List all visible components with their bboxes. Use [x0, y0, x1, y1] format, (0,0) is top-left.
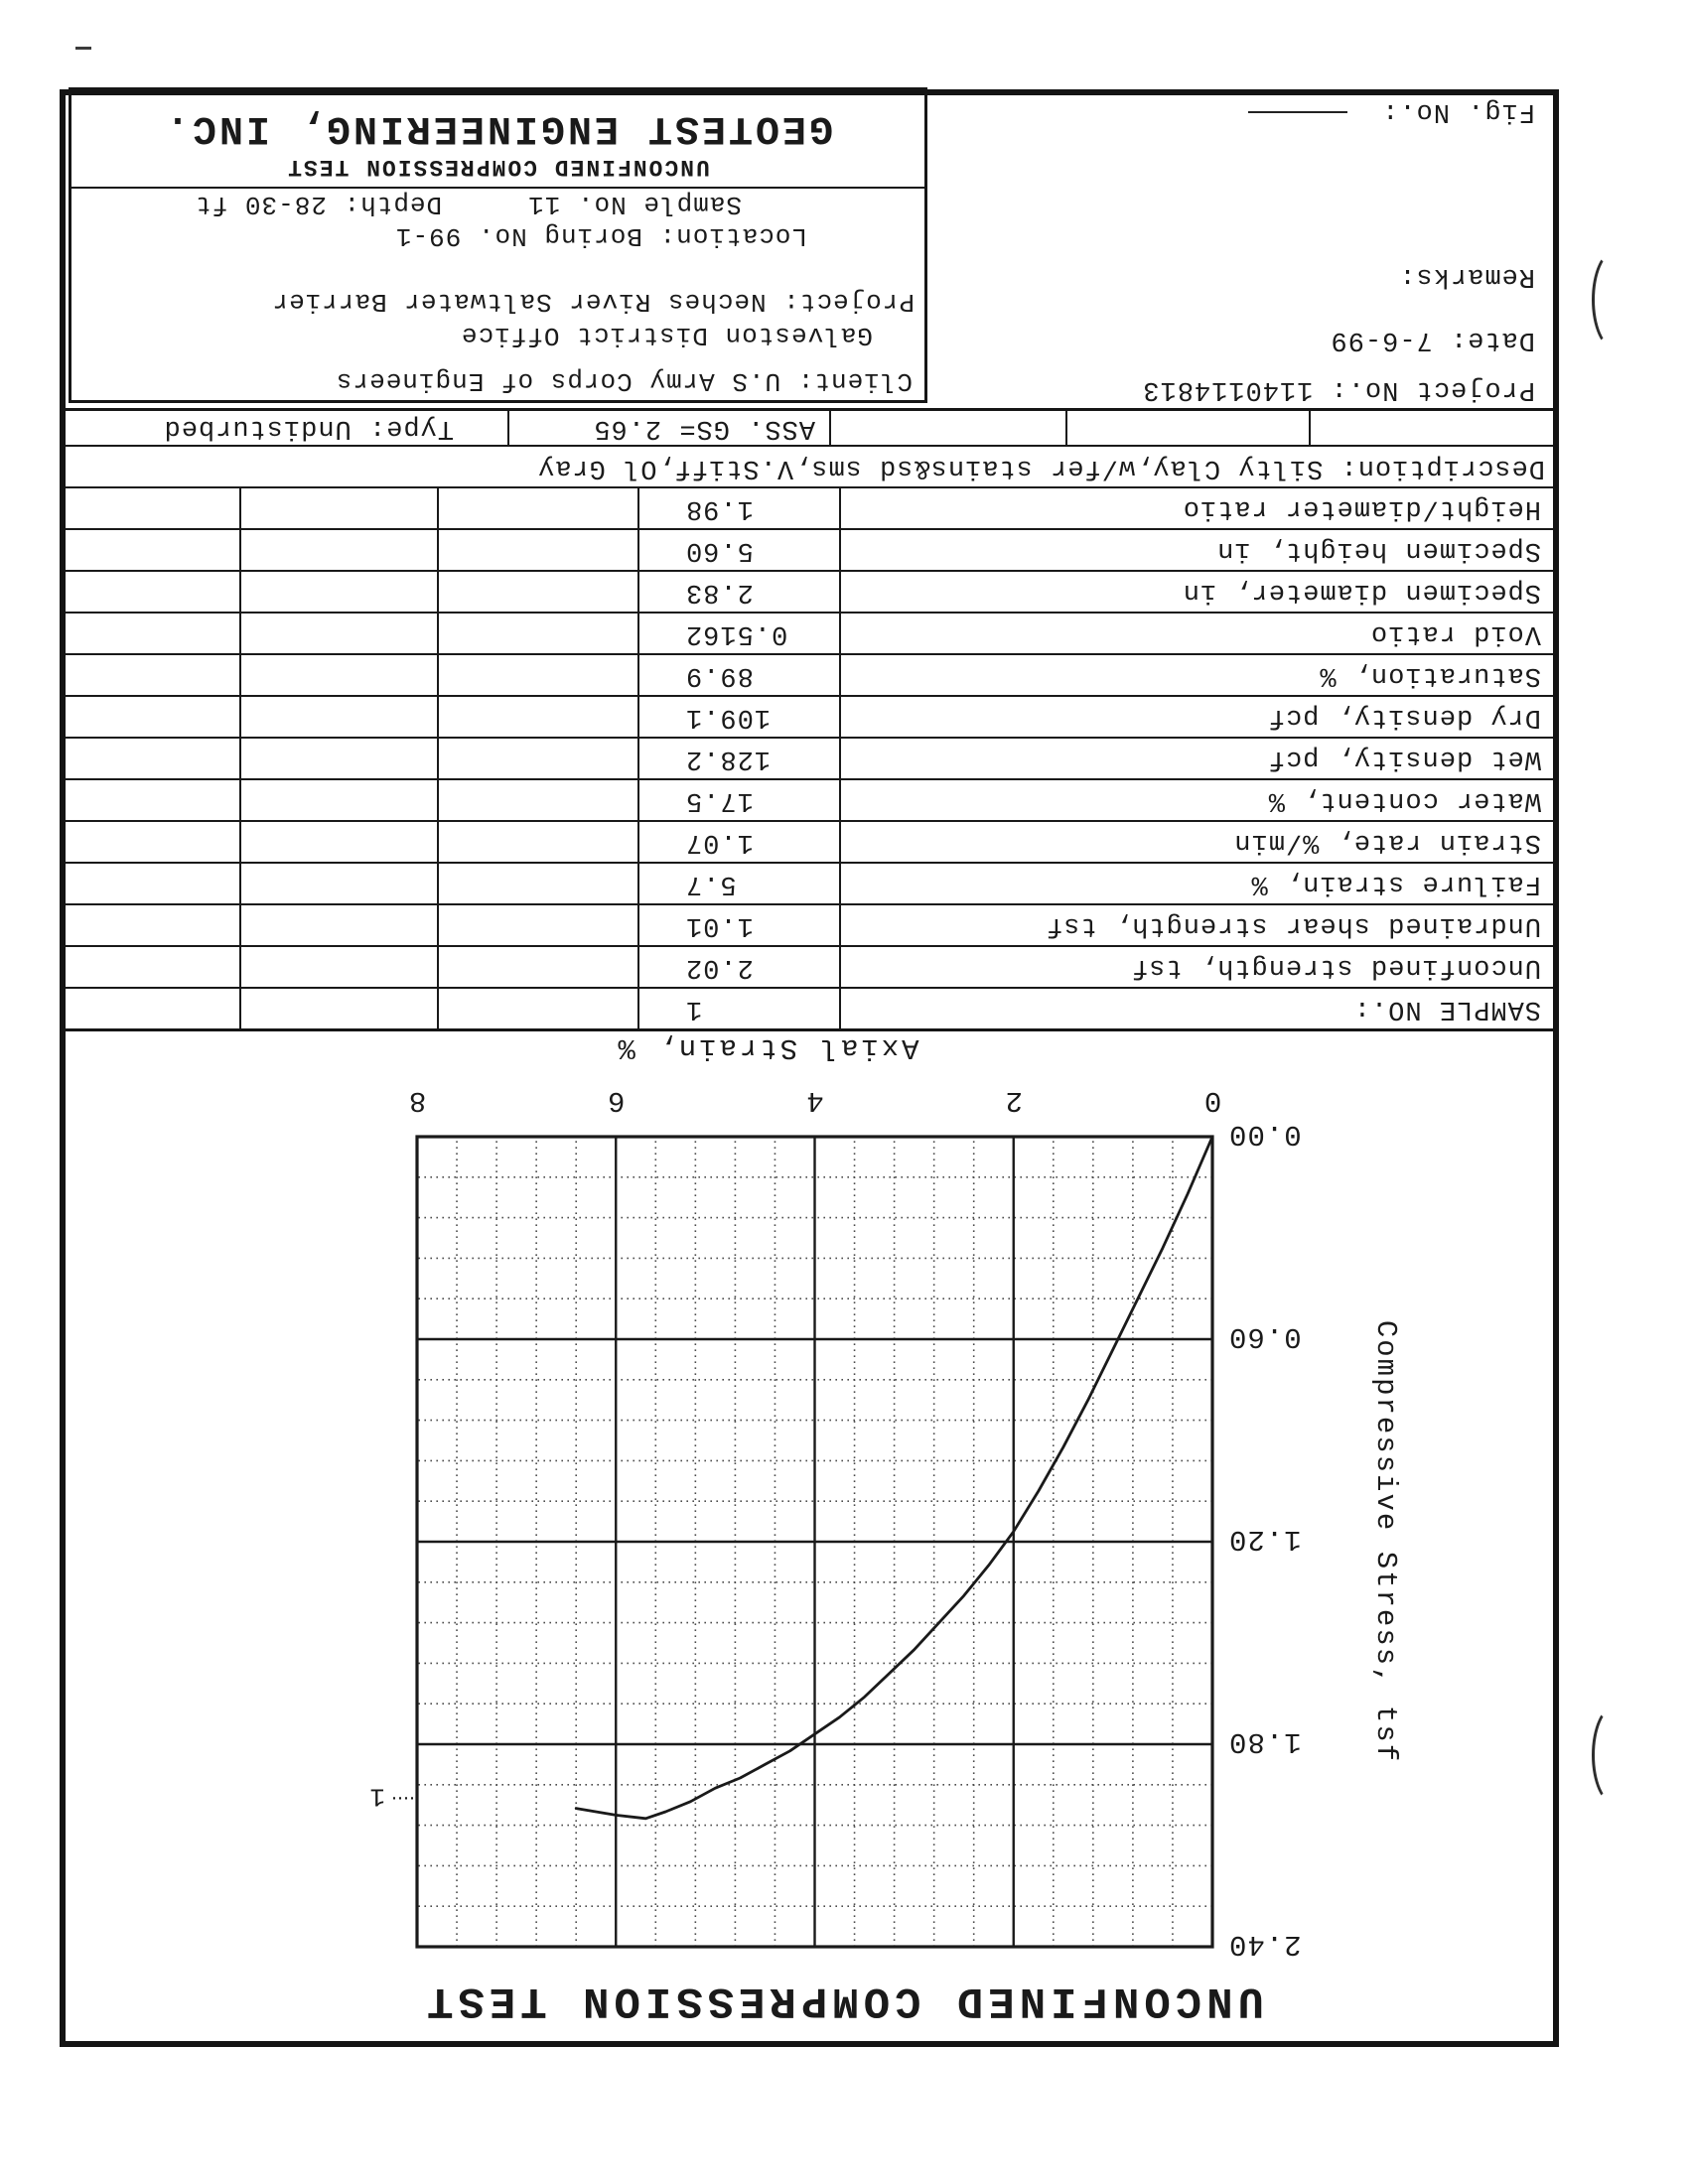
table-row: [66, 778, 1553, 820]
table-row: [66, 570, 1553, 612]
table-row: [66, 486, 1553, 528]
row-value: 5.7: [639, 864, 841, 903]
row-label: Specimen height, in: [1216, 535, 1541, 565]
row-value: 2.83: [639, 572, 841, 612]
location-line: Location: Boring No. 99-1: [394, 221, 807, 251]
report-title: UNCONFINED COMPRESSION TEST: [422, 1976, 1264, 2025]
empty-cell: [439, 572, 639, 612]
project-line: Project: Neches River Saltwater Barrier: [271, 287, 915, 317]
row-label: Height/diameter ratio: [1182, 493, 1541, 523]
empty-cell: [66, 947, 241, 987]
empty-cell: [66, 864, 241, 903]
empty-cell: [241, 739, 439, 778]
svg-text:0.00: 0.00: [1228, 1118, 1302, 1151]
test-title: UNCONFINED COMPRESSION TEST: [286, 154, 710, 180]
svg-text:8: 8: [407, 1084, 427, 1117]
row-value: 5.60: [639, 530, 841, 570]
table-row: [66, 862, 1553, 903]
row-label: Wet density, pcf: [1267, 744, 1541, 773]
assumed-gs-value: ASS. GS= 2.65: [509, 411, 831, 445]
empty-cell: [439, 864, 639, 903]
empty-cell: [66, 822, 241, 862]
company-name: GEOTEST ENGINEERING, INC.: [162, 105, 834, 150]
row-label: Dry density, pcf: [1267, 702, 1541, 732]
empty-cell: [1067, 411, 1311, 445]
client-line: Client: U.S Army Corps of Engineers: [335, 366, 913, 396]
empty-cell: [241, 989, 439, 1028]
empty-cell: [241, 864, 439, 903]
empty-cell: [241, 905, 439, 945]
row-label: Unconfined strength, tsf: [1131, 952, 1541, 982]
empty-cell: [439, 488, 639, 528]
punch-hole-mark: [1592, 250, 1637, 349]
empty-cell: [439, 947, 639, 987]
table-row: [66, 528, 1553, 570]
svg-text:1.20: 1.20: [1228, 1523, 1302, 1556]
empty-cell: [66, 780, 241, 820]
remarks-line: Remarks:: [1398, 261, 1535, 291]
row-label: Strain rate, %/min: [1233, 827, 1541, 857]
fig-no-blank-line: [1248, 111, 1347, 113]
row-label: Specimen diameter, in: [1182, 577, 1541, 607]
empty-cell: [241, 822, 439, 862]
row-value: 109.1: [639, 697, 841, 737]
empty-cell: [439, 530, 639, 570]
empty-cell: [241, 697, 439, 737]
row-label: Undrained shear strength, tsf: [1046, 910, 1541, 940]
y-tick-labels: [1228, 1118, 1302, 1961]
page-border-frame: [60, 89, 1559, 2047]
empty-cell: [66, 530, 241, 570]
series-marker-label: 1: [369, 1781, 385, 1812]
empty-cell: [66, 572, 241, 612]
fig-no-line: [1248, 96, 1535, 126]
row-value: 1: [639, 989, 841, 1028]
empty-cell: [66, 655, 241, 695]
row-value: 89.9: [639, 655, 841, 695]
empty-cell: [66, 697, 241, 737]
empty-cell: [241, 530, 439, 570]
row-label: Failure strain, %: [1250, 869, 1541, 898]
table-row: [66, 612, 1553, 653]
footer-left-info: [932, 85, 1543, 408]
empty-cell: [439, 905, 639, 945]
table-row: [66, 820, 1553, 862]
table-row: [66, 945, 1553, 987]
y-axis-title: Compressive Stress, tsf: [1369, 1319, 1402, 1764]
row-label: SAMPLE NO.:: [1352, 994, 1541, 1024]
x-tick-labels: [408, 1084, 1221, 1117]
empty-cell: [439, 697, 639, 737]
client-office-line: Galveston District Office: [460, 321, 873, 350]
row-value: 1.01: [639, 905, 841, 945]
empty-cell: [241, 947, 439, 987]
empty-cell: [66, 739, 241, 778]
svg-text:6: 6: [607, 1084, 626, 1117]
empty-cell: [439, 614, 639, 653]
empty-cell: [439, 989, 639, 1028]
row-value: 2.02: [639, 947, 841, 987]
row-label: Saturation, %: [1319, 660, 1541, 690]
scan-artifact-dash: [75, 47, 91, 50]
results-table: [66, 486, 1553, 1031]
row-value: 1.98: [639, 488, 841, 528]
svg-text:1.80: 1.80: [1228, 1725, 1302, 1758]
empty-cell: [66, 488, 241, 528]
empty-cell: [439, 655, 639, 695]
svg-text:2: 2: [1004, 1084, 1023, 1117]
empty-cell: [241, 614, 439, 653]
table-row: [66, 987, 1553, 1028]
empty-cell: [66, 989, 241, 1028]
table-row: [66, 695, 1553, 737]
sample-depth-line: [195, 190, 742, 219]
project-no-line: Project No.: 1140114813: [1142, 374, 1535, 404]
row-label: Void ratio: [1369, 618, 1541, 648]
header-box-rule: [71, 187, 924, 189]
table-row: [66, 653, 1553, 695]
empty-cell: [439, 739, 639, 778]
svg-text:0: 0: [1202, 1084, 1222, 1117]
x-axis-title: Axial Strain, %: [615, 1031, 919, 1064]
empty-cell: [241, 655, 439, 695]
empty-cell: [439, 780, 639, 820]
empty-cell: [241, 572, 439, 612]
sample-type-value: Type: Undisturbed: [66, 411, 509, 445]
fig-no-label: Fig. No.:: [1381, 96, 1535, 126]
ass-gs-row: [66, 408, 1553, 445]
row-value: 1.07: [639, 822, 841, 862]
svg-text:0.60: 0.60: [1228, 1320, 1302, 1353]
empty-cell: [1311, 411, 1553, 445]
depth-label: Depth: 28-30 ft: [195, 190, 443, 219]
row-value: 17.5: [639, 780, 841, 820]
row-label: Water content, %: [1267, 785, 1541, 815]
empty-cell: [66, 614, 241, 653]
svg-text:2.40: 2.40: [1228, 1928, 1302, 1961]
empty-cell: [241, 488, 439, 528]
table-row: [66, 737, 1553, 778]
row-value: 0.5162: [639, 614, 841, 653]
punch-hole-mark: [1592, 1706, 1637, 1805]
table-row: [66, 903, 1553, 945]
description-row: Description: Silty Clay,w/fer stains&sd sms,V.Stiff,Ol Gray: [66, 445, 1553, 489]
header-box: [69, 87, 927, 403]
stress-strain-curve: [576, 1137, 1212, 1819]
empty-cell: [831, 411, 1067, 445]
date-line: Date: 7-6-99: [1330, 325, 1535, 354]
empty-cell: [439, 822, 639, 862]
empty-cell: [241, 780, 439, 820]
sample-no-label: Sample No. 11: [527, 190, 742, 219]
svg-text:4: 4: [805, 1084, 824, 1117]
empty-cell: [66, 905, 241, 945]
row-value: 128.2: [639, 739, 841, 778]
